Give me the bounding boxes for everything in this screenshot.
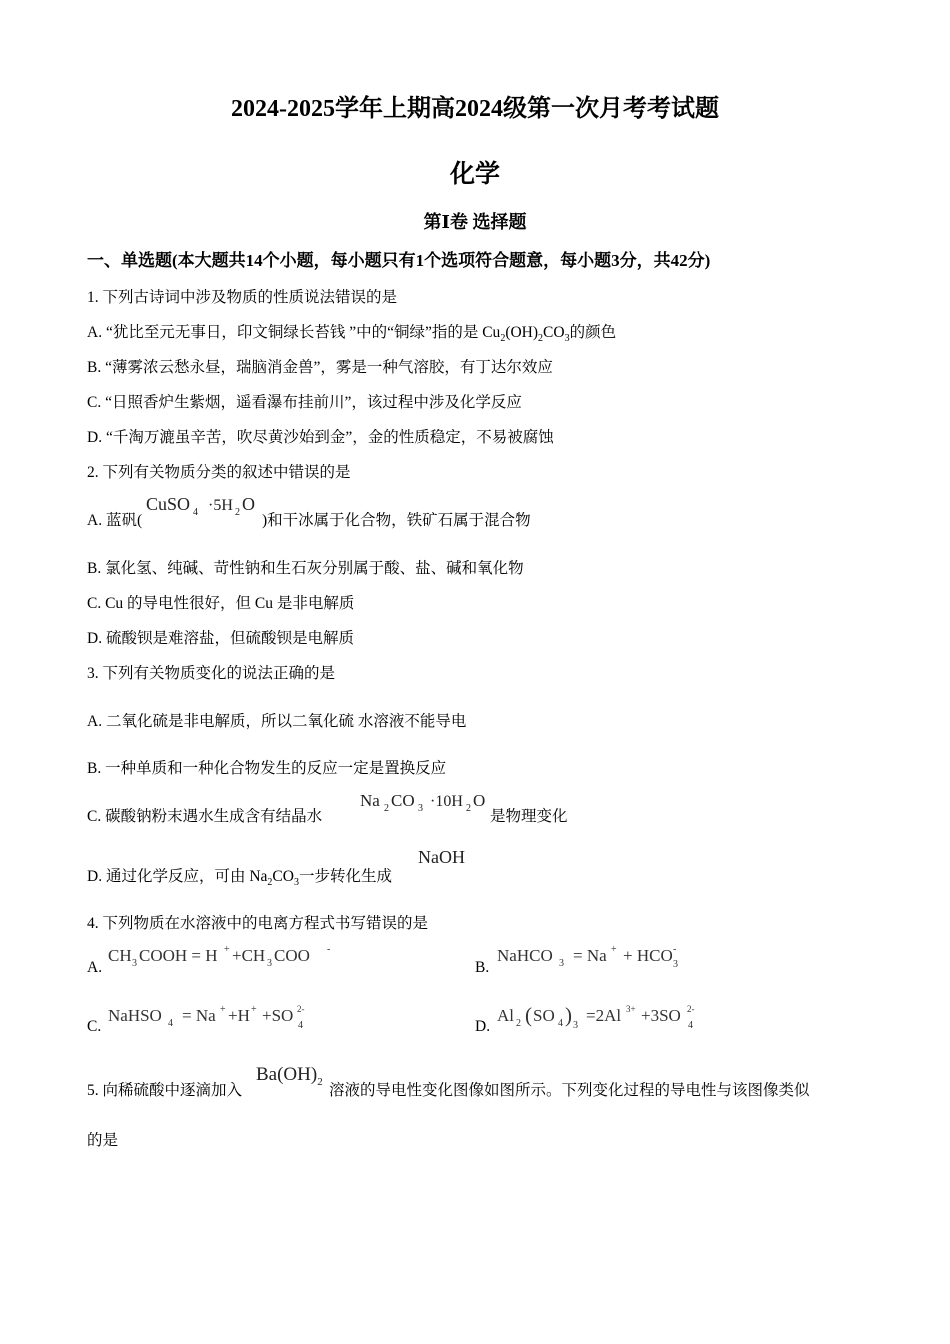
svg-text:2-: 2- [687, 1004, 695, 1014]
q5-stem-rest: 溶液的导电性变化图像如图所示。下列变化过程的导电性与该图像类似 [329, 1082, 810, 1099]
svg-text:+: + [251, 1004, 257, 1015]
q3-option-c-text: C. 碳酸钠粉末遇水生成含有结晶水 [87, 808, 323, 825]
svg-text:4: 4 [168, 1018, 173, 1029]
svg-text:3: 3 [559, 958, 564, 969]
part-title: 第Ⅰ卷 选择题 [423, 212, 527, 232]
svg-text:3: 3 [132, 958, 137, 969]
q3-option-b: B. 一种单质和一种化合物发生的反应一定是置换反应 [87, 760, 447, 777]
q3-option-a: A. 二氧化硫是非电解质，所以二氧化硫 水溶液不能导电 [87, 713, 467, 730]
svg-text:CuSO: CuSO [146, 494, 191, 514]
svg-text:COO: COO [274, 946, 310, 965]
svg-text:4: 4 [558, 1018, 563, 1029]
svg-text:+ HCO: + HCO [623, 946, 673, 965]
svg-text:+: + [220, 1004, 226, 1015]
q4-option-a-label: A. [87, 959, 103, 976]
q4-option-a-equation [106, 942, 346, 972]
q2-option-c: C. Cu 的导电性很好，但 Cu 是非电解质 [87, 595, 355, 612]
q3-stem: 3. 下列有关物质变化的说法正确的是 [87, 665, 336, 682]
svg-text:+H: +H [228, 1006, 250, 1025]
svg-text:2-: 2- [297, 1004, 305, 1014]
svg-text:2: 2 [516, 1018, 521, 1029]
q1-stem: 1. 下列古诗词中涉及物质的性质说法错误的是 [87, 289, 398, 306]
svg-text:NaHSO: NaHSO [108, 1006, 162, 1025]
q3-naoh-formula: NaOH [418, 847, 465, 867]
q2-stem: 2. 下列有关物质分类的叙述中错误的是 [87, 464, 351, 481]
q5-stem-start: 5. 向稀硫酸中逐滴加入 [87, 1082, 243, 1099]
q4-option-b-label: B. [475, 959, 490, 976]
q4-stem: 4. 下列物质在水溶液中的电离方程式书写错误的是 [87, 915, 429, 932]
svg-text:+: + [224, 944, 230, 955]
svg-text:3+: 3+ [626, 1004, 636, 1014]
svg-text:= Na: = Na [573, 946, 607, 965]
svg-text:= Na: = Na [182, 1006, 216, 1025]
svg-text:-: - [673, 944, 677, 955]
svg-text:SO: SO [533, 1006, 555, 1025]
q4-option-b-equation [495, 942, 695, 972]
svg-text:NaHCO: NaHCO [497, 946, 553, 965]
svg-text:3: 3 [673, 959, 678, 970]
q2-option-d: D. 硫酸钡是难溶盐，但硫酸钡是电解质 [87, 630, 354, 647]
svg-text:CO: CO [391, 791, 415, 810]
svg-text:O: O [242, 494, 255, 514]
q2-cuso4-formula [144, 492, 262, 524]
svg-text:·5H: ·5H [208, 497, 233, 514]
q4-option-d-label: D. [475, 1018, 491, 1035]
q3-option-c-rest: 是物理变化 [490, 808, 568, 825]
q3-na2co3-hydrate-formula [358, 788, 490, 820]
q1-option-c: C. “日照香炉生紫烟，遥看瀑布挂前川”，该过程中涉及化学反应 [87, 394, 522, 411]
q1-option-a: A. “犹比至元无事日，印文铜绿长苔钱 ”中的“铜绿”指的是 $Cu_2(OH)_2CO_3$的颜色 [87, 324, 617, 345]
svg-text:3: 3 [573, 1020, 578, 1031]
svg-text:COOH = H: COOH = H [139, 946, 218, 965]
svg-text:-: - [327, 944, 331, 955]
q2-option-a-text: A. 蓝矾( [87, 512, 143, 529]
svg-text:3: 3 [418, 803, 423, 814]
svg-text:4: 4 [688, 1020, 693, 1031]
svg-text:·10H: ·10H [430, 793, 463, 810]
q2-option-a-rest: )和干冰属于化合物，铁矿石属于混合物 [262, 512, 531, 529]
svg-text:+SO: +SO [262, 1006, 294, 1025]
exam-title: 2024-2025学年上期高2024级第一次月考考试题 [231, 96, 719, 122]
svg-text:4: 4 [193, 507, 198, 518]
svg-text:3: 3 [267, 958, 272, 969]
svg-text:(: ( [525, 1003, 532, 1027]
q5-baoh2-formula: $Ba(OH)_2$ [256, 1064, 323, 1088]
section-heading: 一、单选题(本大题共14个小题，每小题只有1个选项符合题意，每小题3分，共42分) [87, 251, 711, 270]
q4-option-c-label: C. [87, 1018, 102, 1035]
svg-text:Al: Al [497, 1006, 514, 1025]
q1-option-b: B. “薄雾浓云愁永昼，瑞脑消金兽”，雾是一种气溶胶，有丁达尔效应 [87, 359, 553, 376]
svg-text:+3SO: +3SO [641, 1006, 681, 1025]
q2-option-b: B. 氯化氢、纯碱、苛性钠和生石灰分别属于酸、盐、碱和氧化物 [87, 560, 524, 577]
svg-text:): ) [565, 1003, 572, 1027]
svg-text:2: 2 [235, 507, 240, 518]
subject-title: 化学 [449, 161, 500, 188]
q4-option-d-equation [495, 1000, 725, 1034]
svg-text:2: 2 [466, 803, 471, 814]
q3-option-d: D. 通过化学反应，可由 $Na_2CO_3$一步转化生成 [87, 868, 392, 889]
svg-text:4: 4 [298, 1020, 303, 1031]
svg-text:+CH: +CH [232, 946, 266, 965]
svg-text:2: 2 [384, 803, 389, 814]
q1-option-d: D. “千淘万漉虽辛苦，吹尽黄沙始到金”，金的性质稳定，不易被腐蚀 [87, 429, 554, 446]
svg-text:Na: Na [360, 791, 380, 810]
svg-text:=2Al: =2Al [586, 1006, 622, 1025]
svg-text:+: + [611, 944, 617, 955]
q5-stem-line2: 的是 [87, 1132, 119, 1149]
svg-text:CH: CH [108, 946, 132, 965]
q4-option-c-equation [106, 1002, 326, 1034]
svg-text:O: O [473, 791, 486, 810]
